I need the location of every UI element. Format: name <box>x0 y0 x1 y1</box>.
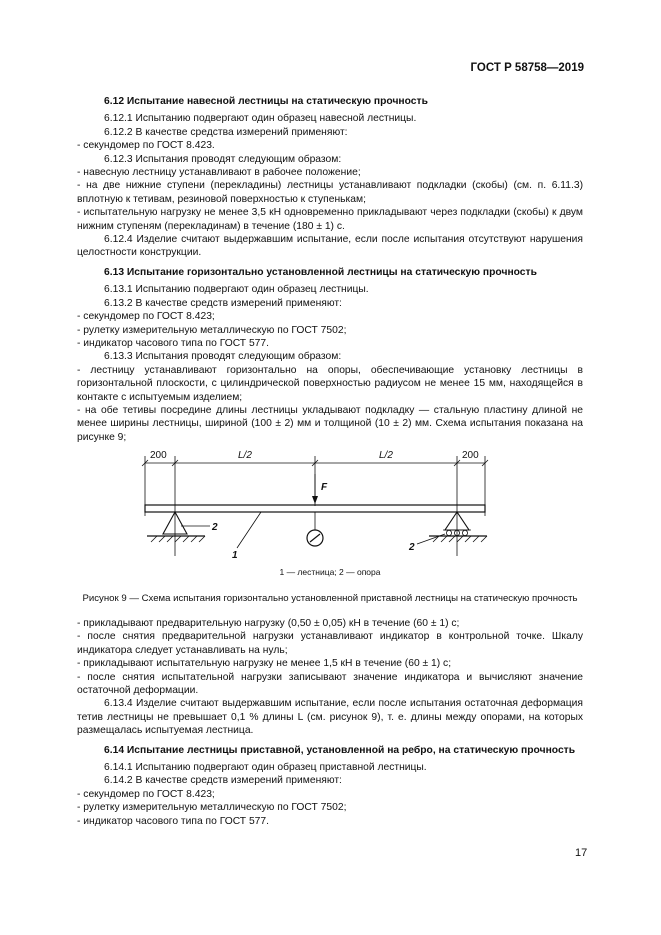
figure-9-diagram <box>77 446 583 572</box>
paragraph: 6.12.1 Испытанию подвергают один образец навесной лестницы. <box>104 113 417 125</box>
force-label: F <box>321 482 328 494</box>
paragraph: 6.14.1 Испытанию подвергают один образец приставной лестницы. <box>104 762 427 774</box>
leader-1 <box>237 512 261 548</box>
list-item: - после снятия предварительной нагрузки устанавливают индикатор в контрольной точке. Шкалу индикатора следует устанавливать на нуль; <box>77 631 583 656</box>
paragraph: 6.13.3 Испытания проводят следующим образом: <box>104 351 342 363</box>
list-item: - на обе тетивы посредине длины лестницы укладывают подкладку — стальную пластину длиной не менее ширины лестницы, шириной (100 ± 2) мм и толщиной (10 ± 2) мм. Схема испытания показана на рисунке 9; <box>77 404 583 443</box>
page-number: 17 <box>575 847 588 859</box>
list-item: - испытательную нагрузку не менее 3,5 кН одновременно прикладывают через подкладки (скобы) к двум нижним ступеням (перекладинам) в течение (180 ± 1) с. <box>77 207 583 232</box>
paragraph: 6.13.2 В качестве средств измерений применяют: <box>104 297 342 309</box>
section-title-6-13: 6.13 Испытание горизонтально установленной лестницы на статическую прочность <box>104 266 537 278</box>
list-item: - рулетку измерительную металлическую по ГОСТ 7502; <box>77 324 347 336</box>
figure-legend: 1 — лестница; 2 — опора <box>279 567 381 578</box>
list-item: - прикладывают предварительную нагрузку (0,50 ± 0,05) кН в течение (60 ± 1) с; <box>77 617 460 629</box>
list-item: - секундомер по ГОСТ 8.423. <box>77 140 215 152</box>
list-item: - после снятия испытательной нагрузки записывают значение индикатора и вычисляют значение остаточной деформации. <box>77 671 583 696</box>
list-item: - навесную лестницу устанавливают в рабочее положение; <box>77 167 361 179</box>
section-title-6-12: 6.12 Испытание навесной лестницы на статическую прочность <box>104 96 428 107</box>
figure-caption: Рисунок 9 — Схема испытания горизонтально установленной приставной лестницы на статическую прочность <box>82 592 578 604</box>
list-item: - прикладывают испытательную нагрузку не менее 1,5 кН в течение (60 ± 1) с; <box>77 658 452 670</box>
paragraph: 6.13.1 Испытанию подвергают один образец лестницы. <box>104 284 369 296</box>
list-item: - индикатор часового типа по ГОСТ 577. <box>77 815 270 827</box>
label-1: 1 <box>232 550 238 562</box>
list-item: - секундомер по ГОСТ 8.423; <box>77 311 215 323</box>
paragraph: 6.12.2 В качестве средства измерений применяют: <box>104 126 348 138</box>
page-body <box>77 95 583 828</box>
label-2-left: 2 <box>212 522 218 534</box>
paragraph: 6.12.4 Изделие считают выдержавшим испытание, если после испытания отсутствуют нарушения целостности конструкции. <box>77 234 583 259</box>
label-2-right: 2 <box>409 542 415 554</box>
list-item: - лестницу устанавливают горизонтально на опоры, обеспечивающие установку лестницы в горизонтальной плоскости, с цилиндрической поверхностью радиусом не менее 15 мм, находящейся в контакте с испытуемым изделием; <box>77 364 583 403</box>
dim-label-L2-right: L/2 <box>379 450 393 462</box>
test-scheme-drawing <box>77 446 583 572</box>
dim-label-200-left: 200 <box>150 450 167 462</box>
section-title-6-14: 6.14 Испытание лестницы приставной, установленной на ребро, на статическую прочность <box>104 744 576 756</box>
list-item: - секундомер по ГОСТ 8.423; <box>77 788 215 800</box>
paragraph: 6.12.3 Испытания проводят следующим образом: <box>104 153 342 165</box>
list-item: - на две нижние ступени (перекладины) лестницы устанавливают подкладки (скобы) (см. п. 6.11.3) вплотную к тетивам, резиновой поверхностью к ступенькам; <box>77 180 583 205</box>
dim-label-200-right: 200 <box>462 450 479 462</box>
force-arrowhead <box>312 496 318 504</box>
dim-label-L2-left: L/2 <box>238 450 252 462</box>
document-header: ГОСТ Р 58758—2019 <box>470 62 584 74</box>
ladder-beam <box>145 505 485 512</box>
paragraph: 6.14.2 В качестве средств измерений применяют: <box>104 775 342 787</box>
paragraph: 6.13.4 Изделие считают выдержавшим испытание, если после испытания остаточная деформация тетив лестницы не превышает 0,1 % длины L (см. рисунок 9), т. е. длины между опорами, на которых размещалась испытуемая лестница. <box>77 698 583 737</box>
list-item: - индикатор часового типа по ГОСТ 577. <box>77 337 270 349</box>
list-item: - рулетку измерительную металлическую по ГОСТ 7502; <box>77 802 347 814</box>
